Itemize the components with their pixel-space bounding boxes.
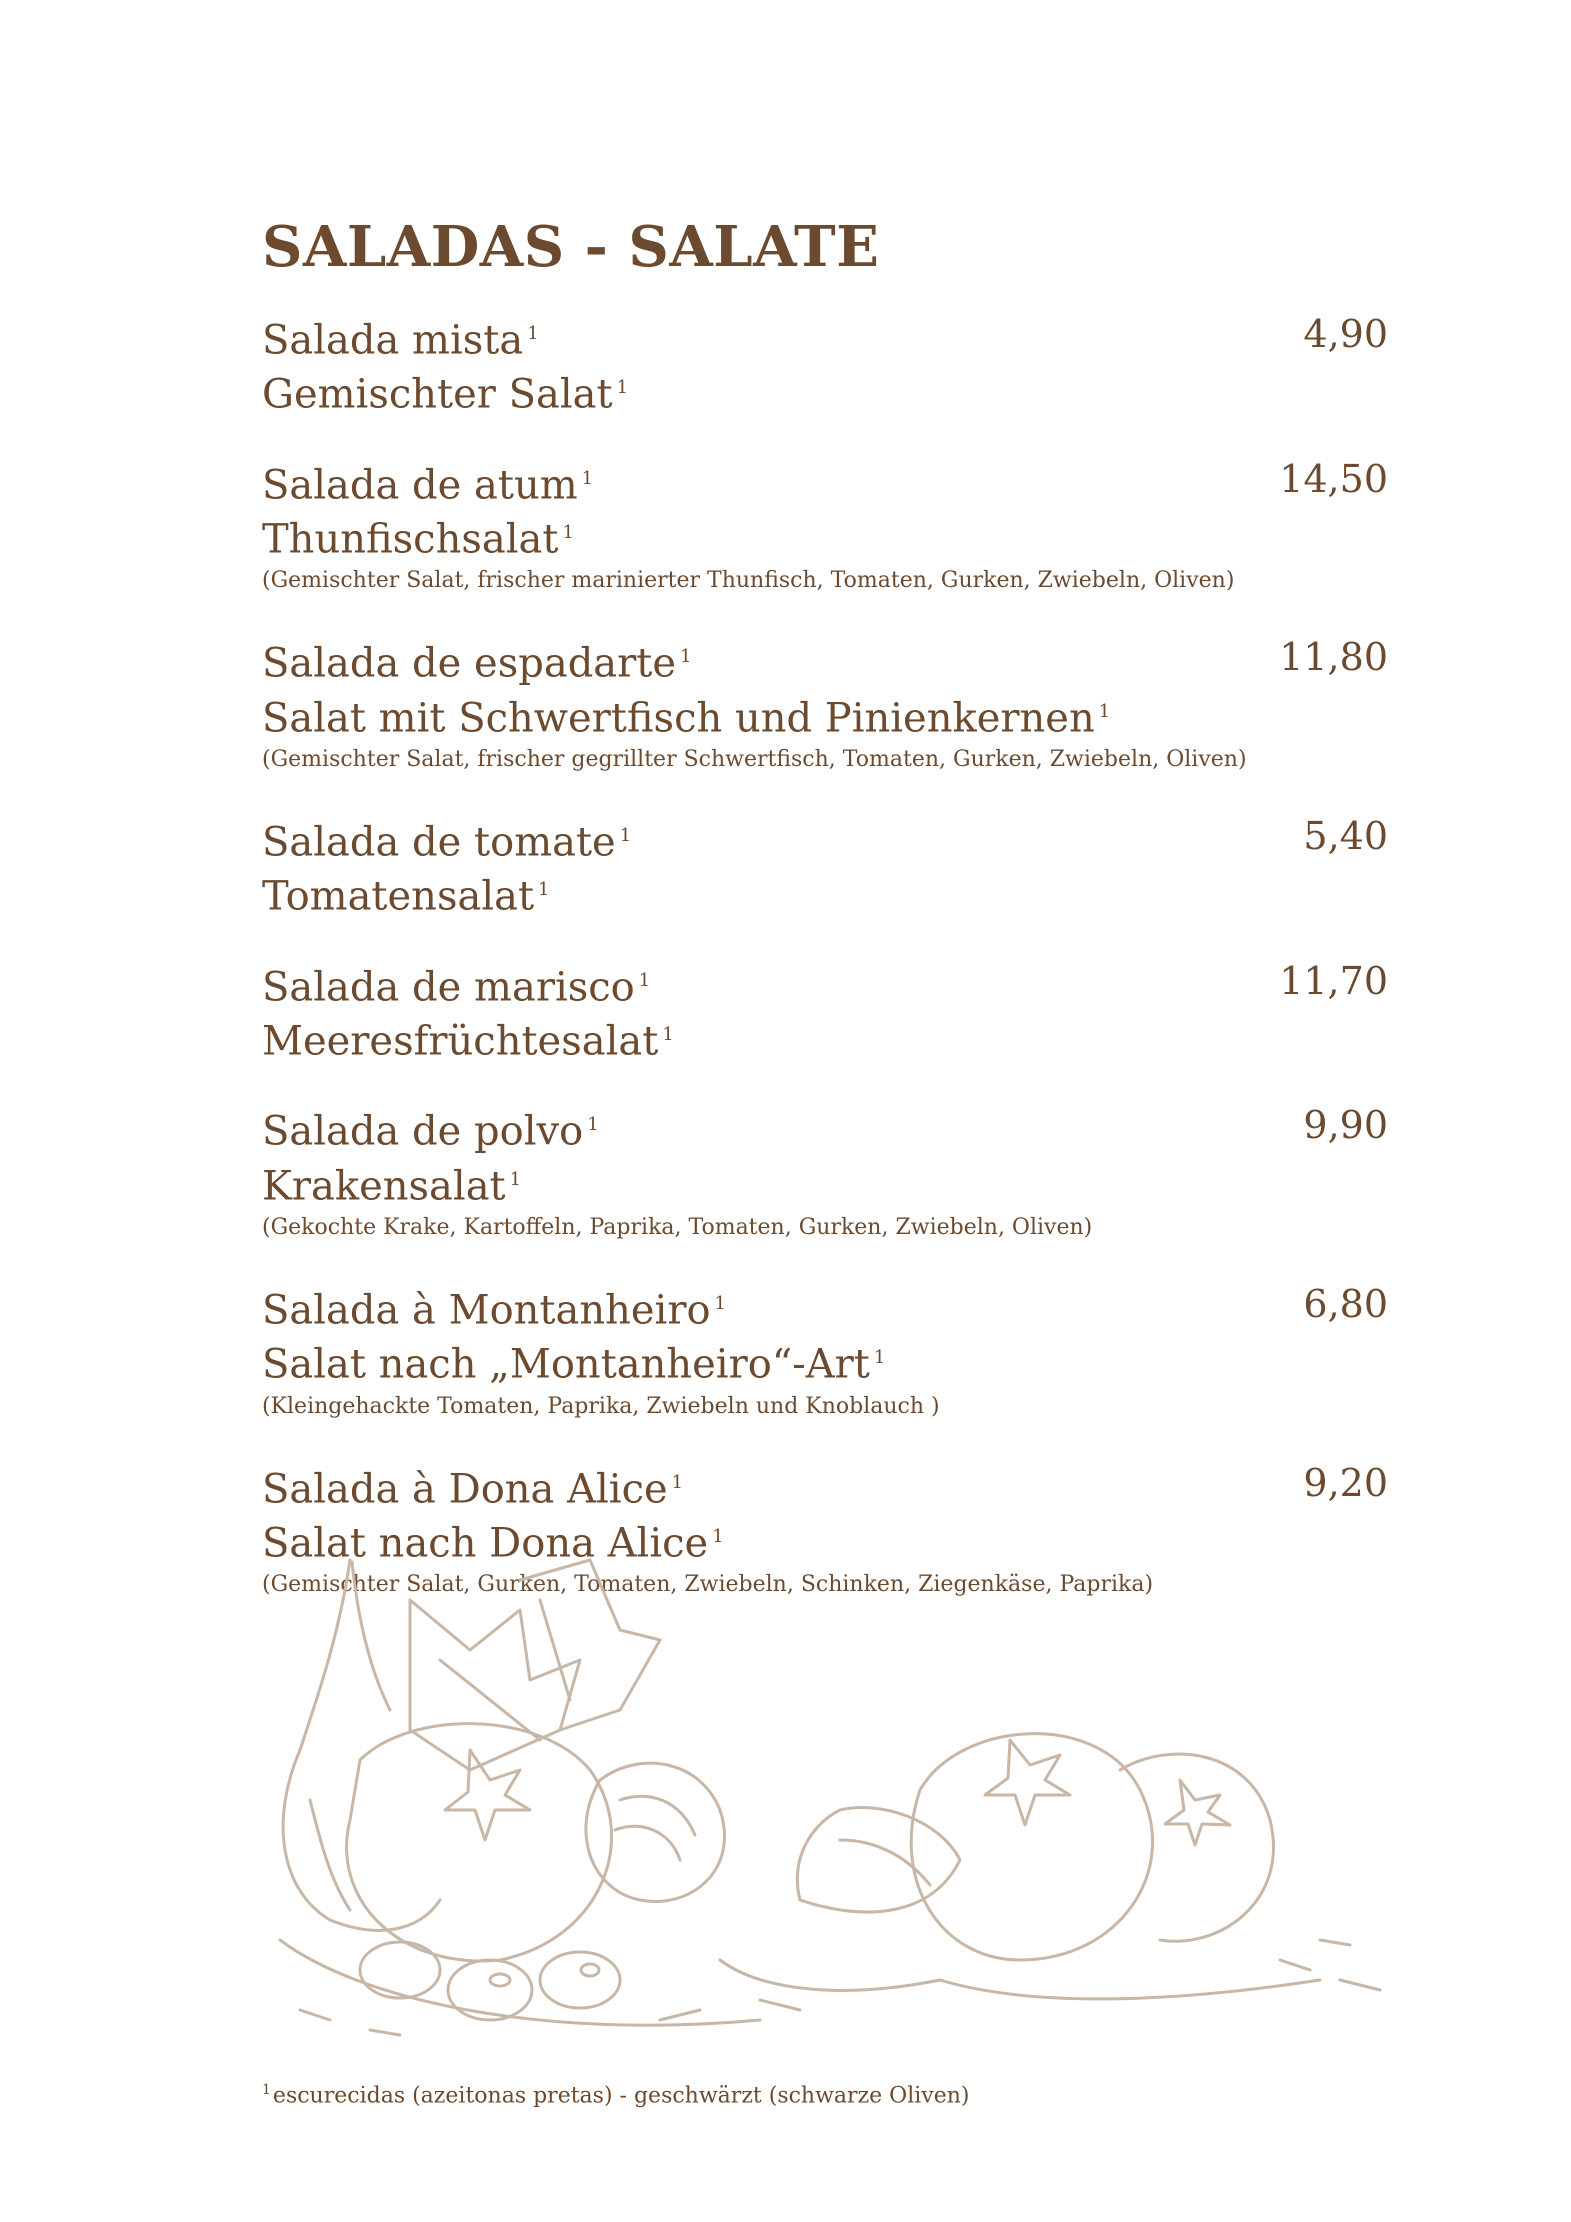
footnote-marker: 1: [538, 879, 550, 901]
footnote-marker: 1: [619, 824, 632, 846]
item-name-pt: Salada de polvo: [262, 1108, 584, 1155]
footnote-marker: 1: [527, 323, 539, 344]
item-name-de: Salat nach „Montanheiro“-Art: [262, 1341, 870, 1388]
item-name-de: Tomatensalat: [262, 873, 535, 920]
item-name-pt: Salada à Montanheiro: [262, 1287, 711, 1334]
salad-list: [262, 310, 1388, 1637]
footnote-marker: 1: [680, 646, 692, 668]
item-price: 4,90: [1303, 312, 1388, 356]
footnote-marker: 1: [671, 1471, 684, 1493]
item-name-pt: Salada à Dona Alice: [262, 1465, 668, 1512]
item-name-pt: Salada de atum: [262, 461, 578, 508]
item-description: (Kleingehackte Tomaten, Paprika, Zwiebeln und Knoblauch ): [262, 1393, 940, 1419]
item-name-pt: Salada de tomate: [262, 819, 616, 866]
footnote: [262, 2075, 969, 2111]
menu-item: [262, 1101, 1388, 1244]
menu-item: [262, 1280, 1388, 1423]
footnote-marker: 1: [581, 467, 594, 489]
footnote-marker: 1: [662, 1023, 674, 1045]
item-name-de: Gemischter Salat: [262, 371, 613, 418]
item-name-de: Meeresfrüchtesalat: [262, 1018, 659, 1065]
footnote-marker: 1: [714, 1292, 726, 1314]
footnote-marker: 1: [587, 1114, 599, 1136]
item-price: 14,50: [1279, 456, 1388, 501]
item-price: 11,70: [1279, 958, 1388, 1003]
item-price: 9,90: [1303, 1103, 1388, 1148]
menu-item: [262, 633, 1388, 776]
item-name-de: Krakensalat: [262, 1162, 506, 1209]
item-description: (Gemischter Salat, Gurken, Tomaten, Zwiebeln, Schinken, Ziegenkäse, Paprika): [262, 1572, 1154, 1598]
item-name-de: Thunfischsalat: [262, 516, 559, 563]
item-price: 11,80: [1279, 635, 1388, 680]
menu-item: [262, 455, 1388, 598]
menu-item: [262, 957, 1388, 1066]
item-name-pt: Salada de marisco: [262, 963, 635, 1010]
item-name-pt: Salada de espadarte: [262, 640, 677, 687]
item-description: (Gekochte Krake, Kartoffeln, Paprika, Tomaten, Gurken, Zwiebeln, Oliven): [262, 1214, 1093, 1240]
page-title: SALADAS - SALATE: [262, 214, 880, 280]
footnote-marker: 1: [616, 377, 629, 399]
footnote-marker: 1: [873, 1347, 886, 1369]
item-name-de: Salat nach Dona Alice: [262, 1520, 709, 1567]
menu-item: [262, 812, 1388, 921]
item-description: (Gemischter Salat, frischer marinierter Thunfisch, Tomaten, Gurken, Zwiebeln, Oliven): [262, 568, 1235, 594]
menu-item: [262, 310, 1388, 419]
item-price: 9,20: [1303, 1460, 1388, 1505]
footnote-text: escurecidas (azeitonas pretas) - geschwärzt (schwarze Oliven): [272, 2083, 970, 2109]
footnote-marker: 1: [638, 969, 651, 991]
footnote-marker: 1: [509, 1168, 522, 1190]
footnote-marker: 1: [1098, 700, 1111, 722]
item-price: 5,40: [1303, 813, 1388, 858]
item-description: (Gemischter Salat, frischer gegrillter Schwertfisch, Tomaten, Gurken, Zwiebeln, Oliven): [262, 746, 1247, 772]
footnote-marker: 1: [712, 1525, 724, 1547]
item-name-de: Salat mit Schwertfisch und Pinienkernen: [262, 694, 1095, 741]
item-price: 6,80: [1303, 1281, 1388, 1326]
vegetable-sketch-illustration: [240, 1540, 1440, 2060]
footnote-marker: 1: [562, 521, 574, 543]
item-name-pt: Salada mista: [262, 317, 524, 364]
footnote-marker: 1: [262, 2082, 271, 2098]
